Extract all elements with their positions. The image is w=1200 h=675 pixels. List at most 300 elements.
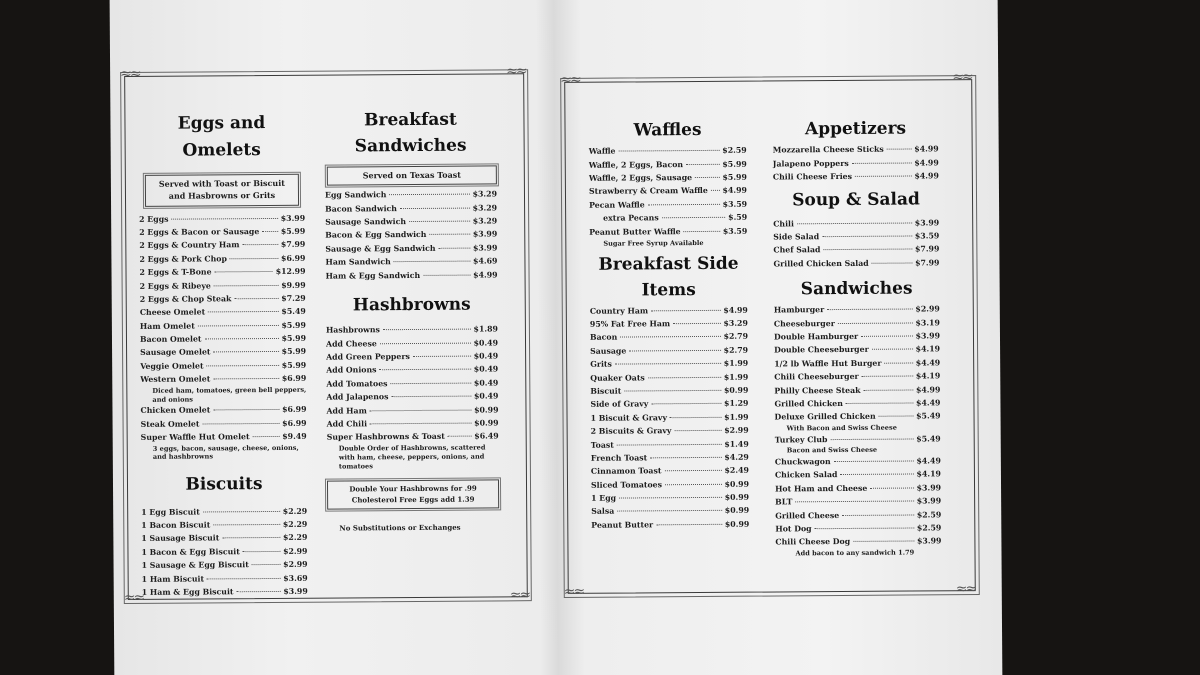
menu-item-price: $4.29 — [724, 452, 749, 462]
menu-item-price: $2.79 — [723, 332, 749, 342]
menu-item-name: Add Jalapenos — [326, 392, 389, 402]
dot-leader — [438, 247, 469, 248]
add-bacon-note: Add bacon to any sandwich 1.79 — [795, 548, 915, 558]
dot-leader — [213, 524, 280, 525]
menu-item — [590, 399, 748, 413]
menu-item-price: $6.99 — [281, 373, 307, 384]
menu-item — [590, 359, 748, 373]
menu-item-price: $3.99 — [280, 213, 306, 223]
eggs-column — [138, 110, 307, 601]
menu-item-price: $3.29 — [472, 203, 498, 213]
menu-item-price: $0.99 — [474, 404, 499, 415]
dot-leader — [822, 235, 912, 237]
menu-item — [141, 520, 307, 535]
menu-item-name: Egg Sandwich — [324, 190, 387, 200]
dot-leader — [207, 365, 279, 367]
menu-item — [139, 267, 305, 282]
soup-salad-list — [773, 218, 939, 273]
menu-item-price: $6.99 — [282, 418, 307, 428]
dot-leader — [214, 351, 279, 352]
breakfast-sides-title: Breakfast Side Items — [598, 253, 739, 301]
no-substitutions-text: No Substitutions or Exchanges — [339, 522, 461, 533]
menu-item — [326, 378, 498, 393]
dot-leader — [673, 323, 720, 324]
menu-item — [774, 345, 940, 360]
menu-item-price: $2.59 — [916, 523, 942, 533]
menu-item-name: Chili — [773, 218, 794, 229]
menu-item — [773, 145, 939, 160]
menu-item-note: Bacon and Swiss Cheese — [786, 445, 878, 455]
menu-item-price: $4.49 — [915, 398, 941, 408]
menu-item-name: 2 Eggs — [139, 214, 169, 224]
corner-swirl-icon: ≈≈ — [506, 63, 526, 80]
menu-item-price: $3.69 — [283, 573, 308, 583]
corner-swirl-icon: ≈≈ — [120, 65, 140, 83]
menu-item-price: $.59 — [728, 212, 748, 222]
menu-item — [591, 412, 749, 426]
menu-item-price: $0.49 — [473, 378, 499, 388]
dot-leader — [252, 564, 280, 565]
menu-item-price: $3.99 — [916, 536, 942, 546]
menu-item — [140, 307, 306, 322]
menu-item-price: $0.99 — [724, 479, 750, 489]
menu-item-name: Mozzarella Cheese Sticks — [772, 144, 884, 155]
menu-item — [141, 506, 307, 521]
dot-leader — [207, 577, 280, 579]
menu-item — [590, 386, 748, 400]
menu-item — [773, 158, 939, 173]
menu-item-price: $2.29 — [282, 506, 308, 516]
menu-item — [139, 240, 305, 255]
menu-item-name: Pecan Waffle — [589, 200, 645, 210]
dot-leader — [429, 234, 469, 235]
menu-item-price: $4.19 — [916, 469, 941, 479]
breakfast-sandwiches-title: Breakfast Sandwiches — [354, 109, 467, 157]
menu-item-name: Philly Cheese Steak — [774, 385, 861, 396]
menu-item-name: Bacon — [589, 332, 618, 343]
menu-item-name: 1 Bacon & Egg Biscuit — [141, 546, 240, 557]
menu-item-name: Add Onions — [326, 365, 377, 375]
menu-item-name: Quaker Oats — [590, 372, 645, 383]
dot-leader — [383, 329, 471, 331]
sides-list — [590, 305, 750, 534]
dot-leader — [823, 249, 912, 251]
menu-item-name: Toast — [590, 440, 614, 450]
dot-leader — [853, 541, 914, 542]
dot-leader — [389, 194, 469, 196]
menu-item-name: Waffle, 2 Eggs, Bacon — [588, 159, 684, 170]
menu-item — [326, 338, 498, 353]
menu-paper — [110, 0, 1003, 675]
menu-item — [775, 510, 941, 525]
menu-item-price: $3.29 — [723, 318, 748, 328]
menu-item-price: $4.69 — [472, 256, 498, 266]
dot-leader — [243, 551, 280, 552]
corner-swirl-icon: ≈≈ — [952, 69, 972, 86]
breakfast-sandwiches-column — [324, 106, 499, 532]
menu-item-price: $3.99 — [916, 496, 942, 506]
waffles-title: Waffles — [633, 119, 702, 141]
menu-item — [141, 546, 307, 561]
menu-item-price: $2.29 — [282, 533, 308, 543]
menu-item — [326, 405, 498, 420]
eggs-list — [139, 213, 307, 462]
dot-leader — [391, 382, 471, 384]
menu-item-name: 1 Bacon Biscuit — [141, 520, 211, 530]
dot-leader — [215, 271, 273, 272]
menu-item-price: $4.99 — [915, 384, 941, 395]
menu-item — [325, 203, 497, 218]
dot-leader — [650, 457, 721, 458]
menu-item-name: Super Hashbrowns & Toast — [326, 432, 445, 442]
menu-item-name: Jalapeno Poppers — [772, 158, 849, 169]
menu-item — [591, 426, 749, 440]
menu-item-name: Add Green Peppers — [326, 352, 410, 362]
corner-swirl-icon: ≈≈ — [563, 583, 584, 600]
menu-item — [775, 456, 941, 471]
menu-item-name: Bacon Sandwich — [325, 203, 397, 214]
menu-item-price: $1.89 — [473, 324, 498, 334]
menu-item — [589, 146, 747, 160]
menu-item — [590, 305, 748, 319]
menu-item — [774, 385, 940, 400]
menu-item-note: With Bacon and Swiss Cheese — [786, 423, 897, 433]
dot-leader — [380, 369, 471, 371]
dot-leader — [834, 460, 914, 462]
dot-leader — [695, 177, 719, 178]
menu-item-price: $0.49 — [473, 364, 499, 374]
lunch-column — [772, 115, 941, 557]
dot-leader — [842, 514, 914, 516]
dot-leader — [665, 484, 722, 485]
menu-item-name: 2 Eggs & Pork Chop — [139, 254, 227, 264]
menu-item — [591, 479, 749, 493]
menu-item-price: $1.49 — [724, 439, 749, 449]
menu-item-price: $3.29 — [472, 216, 498, 226]
menu-item-price: $5.99 — [281, 347, 307, 357]
corner-swirl-icon: ≈≈ — [509, 587, 530, 604]
dot-leader — [879, 416, 914, 417]
menu-item — [774, 305, 940, 320]
menu-item-price: $3.59 — [914, 231, 940, 241]
menu-item-name: 95% Fat Free Ham — [589, 319, 671, 329]
menu-item-price: $4.99 — [722, 186, 747, 196]
menu-item-price: $0.49 — [473, 391, 499, 401]
menu-item — [774, 318, 940, 333]
menu-item-name: 2 Eggs & Bacon or Sausage — [139, 227, 260, 237]
dot-leader — [262, 231, 278, 232]
corner-swirl-icon: ≈≈ — [560, 71, 580, 88]
dot-leader — [852, 162, 912, 163]
menu-item — [140, 347, 306, 362]
menu-item-price: $7.99 — [280, 240, 306, 250]
hashbrowns-list — [326, 325, 499, 471]
menu-item-price: $3.99 — [283, 586, 308, 596]
menu-item — [141, 419, 307, 434]
menu-item-name: Chili Cheese Fries — [772, 171, 853, 182]
menu-item-name: 2 Eggs & Chop Steak — [139, 294, 232, 304]
menu-item-name: Steak Omelet — [140, 419, 200, 429]
menu-item — [773, 231, 939, 246]
texas-toast-box: Served on Texas Toast — [327, 165, 497, 186]
menu-item — [775, 483, 941, 498]
menu-item-price: $1.99 — [723, 372, 749, 382]
menu-item — [140, 320, 306, 335]
menu-item-name: Chicken Salad — [774, 470, 838, 480]
menu-item-price: $3.59 — [722, 226, 748, 236]
appetizers-title: Appetizers — [804, 118, 907, 140]
menu-item-name: Turkey Club — [774, 434, 828, 445]
menu-item — [325, 216, 497, 231]
menu-item-price: $3.99 — [472, 229, 498, 240]
menu-item — [773, 245, 939, 260]
menu-item-name: 1 Ham & Egg Biscuit — [141, 587, 234, 597]
menu-item — [140, 405, 306, 420]
menu-item — [326, 351, 498, 366]
menu-item-name: Side of Gravy — [590, 399, 649, 410]
menu-item-price: $2.59 — [722, 145, 747, 156]
menu-item-price: $4.99 — [723, 305, 748, 315]
dot-leader — [651, 309, 720, 310]
menu-item-price: $3.99 — [472, 243, 498, 253]
menu-item-name: Salsa — [591, 507, 615, 517]
dot-leader — [448, 436, 471, 437]
menu-item — [325, 190, 497, 205]
menu-item-name: BLT — [775, 497, 793, 507]
menu-item-price: $3.99 — [915, 331, 941, 341]
menu-item-name: Chicken Omelet — [140, 405, 211, 416]
menu-item-name: Grilled Chicken Salad — [773, 258, 869, 269]
menu-item — [142, 573, 308, 588]
waffles-list — [589, 146, 748, 241]
eggs-served-with-box: Served with Toast or Biscuit and Hasbrowns or Grits — [145, 174, 299, 206]
dot-leader — [253, 436, 280, 437]
menu-item-price: $1.99 — [723, 358, 749, 369]
menu-item-name: Sausage Omelet — [140, 347, 211, 358]
menu-item — [591, 506, 749, 520]
dot-leader — [872, 349, 913, 350]
dot-leader — [618, 150, 719, 152]
dot-leader — [861, 336, 912, 337]
menu-item-name: 2 Eggs & T-Bone — [139, 267, 212, 278]
menu-item-price: $7.99 — [915, 258, 940, 268]
menu-item-name: Peanut Butter — [591, 520, 654, 530]
dot-leader — [615, 363, 721, 365]
menu-item-price: $4.99 — [914, 144, 939, 154]
menu-item-name: 1 Sausage & Egg Biscuit — [141, 560, 249, 571]
dot-leader — [711, 190, 720, 191]
menu-item-price: $2.99 — [283, 559, 308, 570]
menu-item-name: Sausage & Egg Sandwich — [325, 243, 436, 254]
biscuits-title: Biscuits — [185, 474, 263, 495]
menu-item-name: Sliced Tomatoes — [590, 479, 663, 490]
double-hashbrowns-box: Double Your Hashbrowns for .99 Cholesterol Free Eggs add 1.39 — [327, 480, 499, 509]
dot-leader — [664, 470, 721, 471]
menu-item-name: Add Tomatoes — [326, 378, 388, 389]
menu-item-name: 2 Biscuits & Gravy — [590, 426, 672, 436]
menu-item — [589, 213, 747, 227]
menu-item — [775, 470, 941, 485]
hashbrowns-title: Hashbrowns — [352, 294, 471, 316]
menu-item-name: Cheeseburger — [773, 318, 835, 329]
menu-item-name: Chuckwagon — [774, 457, 831, 467]
menu-item-price: $0.99 — [723, 385, 749, 395]
menu-item — [590, 372, 748, 386]
menu-item-price: $5.99 — [722, 172, 747, 182]
menu-item-name: Grits — [590, 359, 612, 369]
dot-leader — [380, 342, 471, 344]
menu-item-price: $1.99 — [724, 412, 749, 422]
menu-item-price: $2.99 — [283, 546, 308, 556]
menu-item — [326, 325, 498, 340]
menu-item-name: Peanut Butter Waffle — [589, 226, 681, 237]
dot-leader — [864, 389, 913, 390]
menu-item — [140, 361, 306, 376]
menu-item — [775, 496, 941, 511]
dot-leader — [198, 325, 279, 327]
dot-leader — [214, 284, 278, 285]
menu-item-name: 2 Eggs & Ribeye — [139, 280, 211, 291]
menu-item-price: $2.79 — [723, 345, 749, 355]
menu-item-name: Chef Salad — [773, 245, 821, 255]
menu-item-name: Hot Ham and Cheese — [775, 483, 868, 494]
menu-item — [142, 587, 308, 602]
menu-item — [589, 159, 747, 173]
menu-item-name: Chili Cheese Dog — [775, 537, 851, 547]
menu-item — [139, 253, 305, 268]
dot-leader — [887, 149, 911, 150]
menu-item-price: $3.19 — [915, 318, 940, 328]
menu-item-price: $5.99 — [281, 360, 307, 370]
menu-item-name: Grilled Cheese — [775, 510, 840, 521]
sandwiches-title: Sandwiches — [800, 278, 913, 300]
dot-leader — [872, 262, 912, 263]
menu-item-name: Waffle — [588, 146, 616, 156]
menu-item-price: $6.99 — [280, 253, 306, 263]
menu-item — [773, 218, 939, 233]
menu-item — [774, 372, 940, 387]
menu-item-note: Double Order of Hashbrowns, scattered with ham, cheese, peppers, onions, and tomatoes — [338, 443, 486, 471]
menu-item-price: $4.19 — [915, 371, 941, 381]
menu-item — [326, 392, 498, 407]
dot-leader — [815, 527, 914, 529]
menu-item-name: Veggie Omelet — [140, 361, 204, 371]
dot-leader — [208, 311, 278, 312]
menu-item — [325, 243, 497, 258]
menu-item-name: Grilled Chicken — [774, 399, 843, 409]
dot-leader — [370, 409, 471, 411]
dot-leader — [617, 443, 721, 445]
menu-item — [140, 280, 306, 295]
menu-item-price: $5.99 — [722, 159, 747, 169]
menu-item — [142, 560, 308, 575]
menu-item-price: $2.49 — [724, 465, 749, 476]
menu-item — [589, 199, 747, 213]
dot-leader — [619, 497, 722, 499]
menu-item-price: $4.19 — [915, 344, 941, 354]
menu-item-name: Sausage Sandwich — [325, 217, 407, 227]
menu-item — [591, 466, 749, 480]
menu-item-name: 1 Egg Biscuit — [141, 507, 200, 517]
menu-item — [325, 257, 497, 272]
menu-item-price: $0.99 — [724, 506, 750, 516]
menu-item — [139, 213, 305, 228]
menu-item — [590, 332, 748, 346]
menu-item-name: Western Omelet — [140, 374, 211, 385]
menu-item — [591, 453, 749, 467]
dot-leader — [213, 409, 279, 410]
dot-leader — [203, 510, 280, 512]
menu-item — [590, 345, 748, 359]
menu-item-name: Cheese Omelet — [139, 307, 206, 318]
dot-leader — [797, 222, 912, 224]
menu-item-name: Side Salad — [773, 232, 820, 242]
menu-item-price: $5.99 — [280, 226, 306, 236]
dot-leader — [394, 261, 470, 263]
dot-leader — [648, 204, 720, 206]
dot-leader — [795, 501, 913, 503]
dot-leader — [884, 362, 912, 363]
menu-item-price: $0.49 — [473, 351, 499, 361]
menu-item — [591, 439, 749, 453]
menu-item — [590, 319, 748, 333]
menu-item-name: Bacon Omelet — [139, 334, 202, 344]
menu-item — [141, 533, 307, 548]
dot-leader — [624, 390, 721, 392]
menu-item — [774, 398, 940, 413]
menu-item-name: Waffle, 2 Eggs, Sausage — [588, 173, 693, 183]
dot-leader — [840, 474, 913, 476]
dot-leader — [222, 537, 280, 538]
menu-item-price: $5.49 — [916, 411, 941, 421]
dot-leader — [409, 221, 470, 222]
dot-leader — [846, 403, 913, 404]
dot-leader — [423, 274, 470, 275]
menu-item-name: 1 Ham Biscuit — [141, 573, 205, 584]
menu-item-price: $3.99 — [916, 483, 942, 493]
menu-item — [140, 294, 306, 309]
menu-item-price: $7.99 — [914, 244, 940, 254]
menu-item — [325, 230, 497, 245]
dot-leader — [172, 218, 278, 220]
dot-leader — [870, 487, 913, 488]
biscuits-list — [141, 506, 308, 601]
menu-item-name: Country Ham — [589, 305, 649, 316]
menu-item-price: $5.99 — [281, 333, 307, 343]
menu-item — [139, 227, 305, 242]
menu-item — [775, 523, 941, 538]
menu-item-name: Add Cheese — [325, 338, 377, 349]
dot-leader — [213, 378, 279, 379]
menu-item — [326, 270, 498, 285]
menu-item-price: $6.99 — [282, 405, 307, 415]
menu-item-name: Double Hamburger — [773, 331, 859, 342]
menu-item-name: 1 Egg — [591, 493, 617, 503]
sugar-free-note: Sugar Free Syrup Available — [603, 238, 704, 248]
dot-leader — [391, 396, 470, 398]
dot-leader — [686, 163, 719, 164]
menu-item-price: $12.99 — [275, 266, 306, 277]
menu-item-price: $0.49 — [473, 337, 499, 348]
menu-item-name: Ham Sandwich — [325, 257, 391, 267]
menu-item-name: Hamburger — [773, 305, 825, 315]
menu-item-price: $9.49 — [282, 431, 307, 442]
menu-item-price: $0.99 — [724, 519, 750, 529]
menu-item — [774, 331, 940, 346]
menu-item-name: 1 Biscuit & Gravy — [590, 412, 667, 423]
menu-item-name: Sausage — [590, 346, 627, 356]
menu-item-name: Deluxe Grilled Chicken — [774, 412, 876, 422]
